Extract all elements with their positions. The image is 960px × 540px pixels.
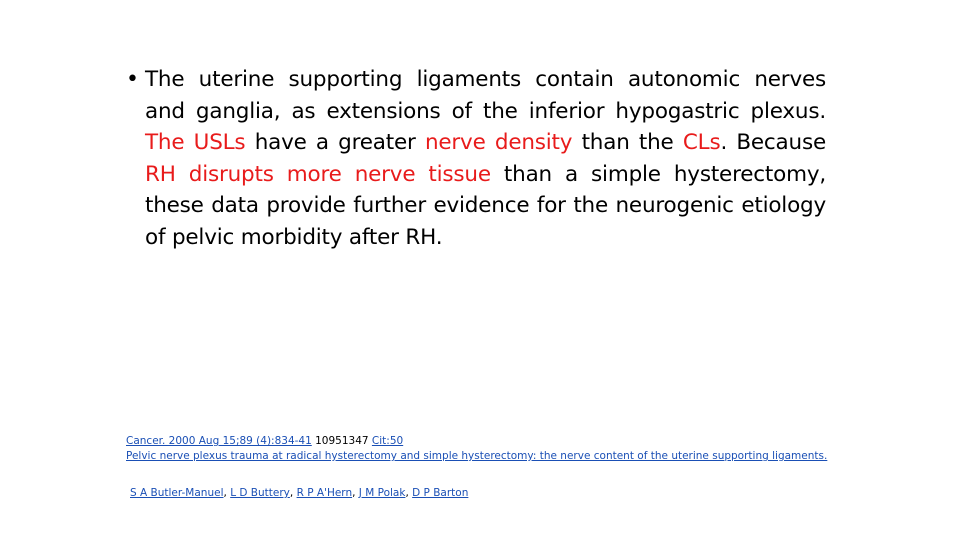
highlight-rh-disrupts: RH disrupts more nerve tissue — [145, 161, 491, 187]
cited-link[interactable]: Cit:50 — [371, 435, 404, 447]
author-link[interactable]: D P Barton — [412, 487, 469, 499]
citation-ref-line — [126, 434, 906, 449]
bullet-segment: than a simple hysterectomy, these data provide further evidence for the neurogenic etiology of pelvic morbidity after RH. — [145, 161, 826, 250]
author-link[interactable]: J M Polak — [358, 487, 406, 499]
author-link[interactable]: S A Butler-Manuel — [130, 487, 224, 499]
citation-block — [126, 434, 906, 464]
pmid-text: 10951347 — [315, 435, 369, 447]
journal-link[interactable]: Cancer. 2000 Aug 15;89 (4):834-41 — [126, 435, 312, 447]
author-link[interactable]: R P A'Hern — [296, 487, 353, 499]
bullet-segment: The uterine supporting ligaments contain autonomic nerves and ganglia, as extensions of the inferior hypogastric plexus. — [145, 67, 826, 124]
bullet-marker: • — [126, 67, 139, 92]
bullet-text — [145, 64, 826, 253]
author-list: S A Butler-Manuel, L D Buttery, R P A'Hern, J M Polak, D P Barton — [130, 487, 469, 499]
bullet-point — [126, 64, 826, 253]
bullet-segment: . Because — [720, 130, 826, 155]
highlight-cls: CLs — [682, 130, 721, 155]
highlight-usls: The USLs — [145, 130, 246, 155]
bullet-segment: than the — [572, 130, 683, 155]
citation-title-line — [126, 449, 906, 464]
article-title-link[interactable]: Pelvic nerve plexus trauma at radical hysterectomy and simple hysterectomy: the nerve content of the uterine supporting ligaments. — [126, 450, 828, 462]
highlight-nerve-density: nerve density — [424, 130, 573, 155]
author-link[interactable]: L D Buttery — [230, 487, 290, 499]
bullet-segment: have a greater — [245, 130, 425, 155]
